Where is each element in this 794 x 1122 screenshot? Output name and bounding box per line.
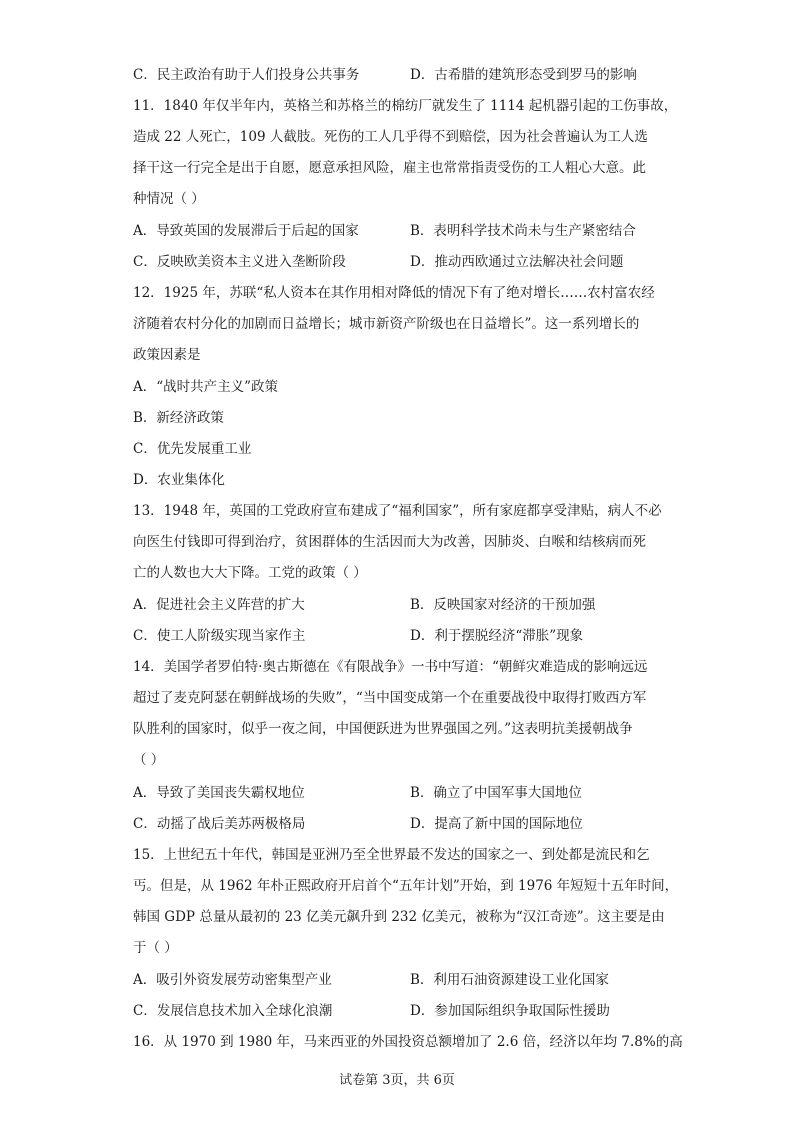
q12-stem-line-3: 政策因素是 (133, 347, 201, 363)
q15-option-d: D．参加国际组织争取国际性援助 (410, 1003, 610, 1019)
q11-option-a: A．导致英国的发展滞后于后起的国家 (133, 223, 359, 239)
q15-option-b: B．利用石油资源建设工业化国家 (410, 972, 609, 988)
q15-stem-line-4: 于（ ） (133, 940, 178, 956)
q15-stem-line-1: 15．上世纪五十年代，韩国是亚洲乃至全世界最不发达的国家之一、到处都是流民和乞 (133, 847, 650, 863)
q13-option-c: C．使工人阶级实现当家作主 (133, 628, 306, 644)
q11-stem-line-1: 11．1840 年仅半年内，英格兰和苏格兰的棉纺厂就发生了 1114 起机器引起的工伤事故， (133, 98, 678, 114)
q11-stem-line-4: 种情况（ ） (133, 191, 205, 207)
q14-option-a: A．导致了美国丧失霸权地位 (133, 785, 305, 801)
q14-option-d: D．提高了新中国的国际地位 (410, 816, 583, 832)
q11-option-d: D．推动西欧通过立法解决社会问题 (410, 254, 624, 270)
q15-option-a: A．吸引外资发展劳动密集型产业 (133, 972, 332, 988)
q15-option-c: C．发展信息技术加入全球化浪潮 (133, 1003, 333, 1019)
q13-option-d: D．利于摆脱经济“滞胀”现象 (410, 628, 584, 644)
q13-stem-line-2: 向医生付钱即可得到治疗，贫困群体的生活因而大为改善，因肺炎、白喉和结核病而死 (133, 534, 646, 550)
q12-option-b: B．新经济政策 (133, 410, 224, 426)
q10-option-d: D．古希腊的建筑形态受到罗马的影响 (410, 67, 637, 83)
q12-stem-line-2: 济随着农村分化的加剧而日益增长；城市新资产阶级也在日益增长”。这一系列增长的 (133, 316, 640, 332)
q11-stem-line-3: 择干这一行完全是出于自愿，愿意承担风险，雇主也常常指责受伤的工人粗心大意。此 (133, 160, 646, 176)
q11-option-b: B．表明科学技术尚未与生产紧密结合 (410, 223, 636, 239)
q13-option-a: A．促进社会主义阵营的扩大 (133, 597, 305, 613)
q12-stem-line-1: 12．1925 年，苏联“私人资本在其作用相对降低的情况下有了绝对增长……农村富农经 (133, 285, 655, 301)
q15-stem-line-2: 丐。但是，从 1962 年朴正熙政府开启首个“五年计划”开始，到 1976 年短短十五年时间， (133, 878, 679, 894)
q12-option-c: C．优先发展重工业 (133, 441, 252, 457)
q14-stem-line-3: 队胜利的国家时，似乎一夜之间，中国便跃进为世界强国之列。”这表明抗美援朝战争 (133, 721, 633, 737)
q14-option-c: C．动摇了战后美苏两极格局 (133, 816, 306, 832)
q13-stem-line-1: 13．1948 年，英国的工党政府宣布建成了“福利国家”，所有家庭都享受津贴，病人不必 (133, 503, 662, 519)
q13-option-b: B．反映国家对经济的干预加强 (410, 597, 596, 613)
q14-stem-line-1: 14．美国学者罗伯特·奥古斯德在《有限战争》一书中写道：“朝鲜灾难造成的影响远远 (133, 659, 648, 675)
q14-stem-line-4: （ ） (133, 752, 165, 768)
q10-option-c: C．民主政治有助于人们投身公共事务 (133, 67, 360, 83)
page-footer: 试卷第 3页，共 6页 (339, 1073, 455, 1088)
q14-option-b: B．确立了中国军事大国地位 (410, 785, 582, 801)
q12-option-a: A．“战时共产主义”政策 (133, 379, 279, 395)
q16-stem-line-1: 16．从 1970 到 1980 年，马来西亚的外国投资总额增加了 2.6 倍，经济以年均 7.8%的高 (133, 1034, 683, 1050)
q11-stem-line-2: 造成 22 人死亡，109 人截肢。死伤的工人几乎得不到赔偿，因为社会普遍认为工人选 (133, 129, 648, 145)
q14-stem-line-2: 超过了麦克阿瑟在朝鲜战场的失败”，“当中国变成第一个在重要战役中取得打败西方军 (133, 690, 647, 706)
q12-option-d: D．农业集体化 (133, 472, 225, 488)
q13-stem-line-3: 亡的人数也大大下降。工党的政策（ ） (133, 565, 367, 581)
q15-stem-line-3: 韩国 GDP 总量从最初的 23 亿美元飙升到 232 亿美元，被称为“汉江奇迹”。这主要是由 (133, 909, 665, 925)
q11-option-c: C．反映欧美资本主义进入垄断阶段 (133, 254, 346, 270)
